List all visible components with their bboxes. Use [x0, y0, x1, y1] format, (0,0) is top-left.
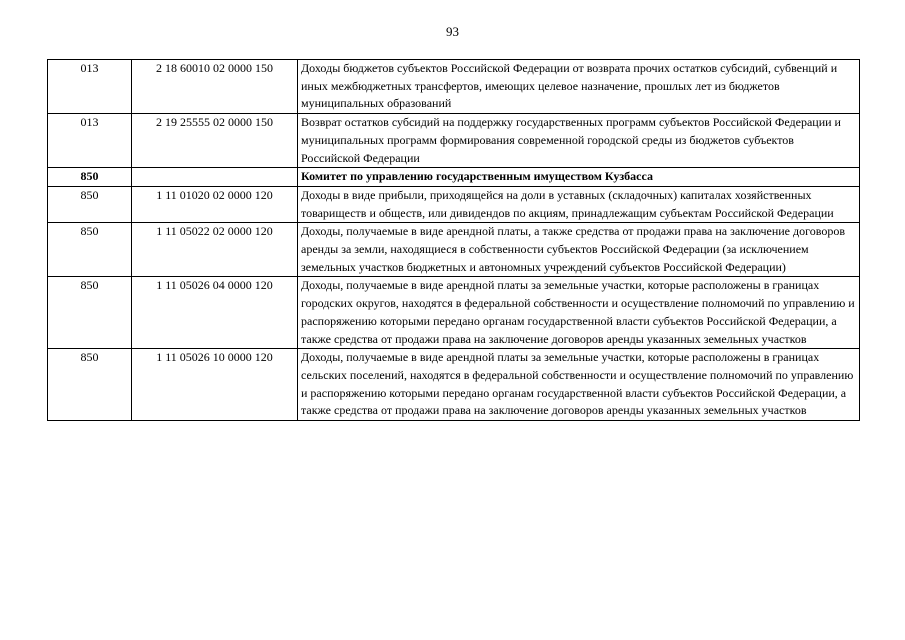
description-cell: Доходы в виде прибыли, приходящейся на доли в уставных (складочных) капиталах хозяйственных товариществ и обществ, или дивидендов по акциям, принадлежащим субъектам Российской Федерации — [298, 186, 860, 222]
table-row — [48, 168, 860, 187]
table-row — [48, 349, 860, 421]
description-cell: Доходы, получаемые в виде арендной платы, а также средства от продажи права на заключение договоров аренды за земли, находящиеся в собственности субъектов Российской Федерации (за исключением земельных участков бюджетных и автономных учреждений субъектов Российской Федерации) — [298, 223, 860, 277]
description-cell: Доходы, получаемые в виде арендной платы за земельные участки, которые расположены в границах городских округов, находятся в федеральной собственности и осуществление полномочий по управлению и распоряжению которыми передано органам государственной власти субъектов Российской Федерации, а также средства от продажи права на заключение договоров аренды указанных земельных участков — [298, 277, 860, 349]
admin-code-cell: 850 — [48, 186, 132, 222]
admin-code-cell: 013 — [48, 60, 132, 114]
admin-code-cell: 850 — [48, 349, 132, 421]
table-body — [48, 60, 860, 421]
revenue-code-cell: 1 11 05026 10 0000 120 — [132, 349, 298, 421]
revenue-code-cell: 1 11 05026 04 0000 120 — [132, 277, 298, 349]
table-row — [48, 277, 860, 349]
revenue-code-cell: 2 19 25555 02 0000 150 — [132, 114, 298, 168]
admin-code-cell: 850 — [48, 168, 132, 187]
page-number: 93 — [446, 24, 459, 39]
description-cell: Возврат остатков субсидий на поддержку государственных программ субъектов Российской Федерации и муниципальных программ формирования современной городской среды из бюджетов субъектов Российской Федерации — [298, 114, 860, 168]
revenue-code-cell: 2 18 60010 02 0000 150 — [132, 60, 298, 114]
admin-code-cell: 850 — [48, 223, 132, 277]
revenue-code-cell — [132, 168, 298, 187]
revenue-codes-table — [47, 59, 860, 421]
description-cell: Доходы, получаемые в виде арендной платы за земельные участки, которые расположены в границах сельских поселений, находятся в федеральной собственности и осуществление полномочий по управлению и распоряжению которыми передано органам государственной власти субъектов Российской Федерации, а также средства от продажи права на заключение договоров аренды указанных земельных участков — [298, 349, 860, 421]
admin-code-cell: 850 — [48, 277, 132, 349]
table-row — [48, 60, 860, 114]
description-cell: Комитет по управлению государственным имуществом Кузбасса — [298, 168, 860, 187]
admin-code-cell: 013 — [48, 114, 132, 168]
table-row — [48, 114, 860, 168]
revenue-code-cell: 1 11 01020 02 0000 120 — [132, 186, 298, 222]
table-row — [48, 186, 860, 222]
table-row — [48, 223, 860, 277]
revenue-code-cell: 1 11 05022 02 0000 120 — [132, 223, 298, 277]
description-cell: Доходы бюджетов субъектов Российской Федерации от возврата прочих остатков субсидий, субвенций и иных межбюджетных трансфертов, имеющих целевое назначение, прошлых лет из бюджетов муниципальных образований — [298, 60, 860, 114]
